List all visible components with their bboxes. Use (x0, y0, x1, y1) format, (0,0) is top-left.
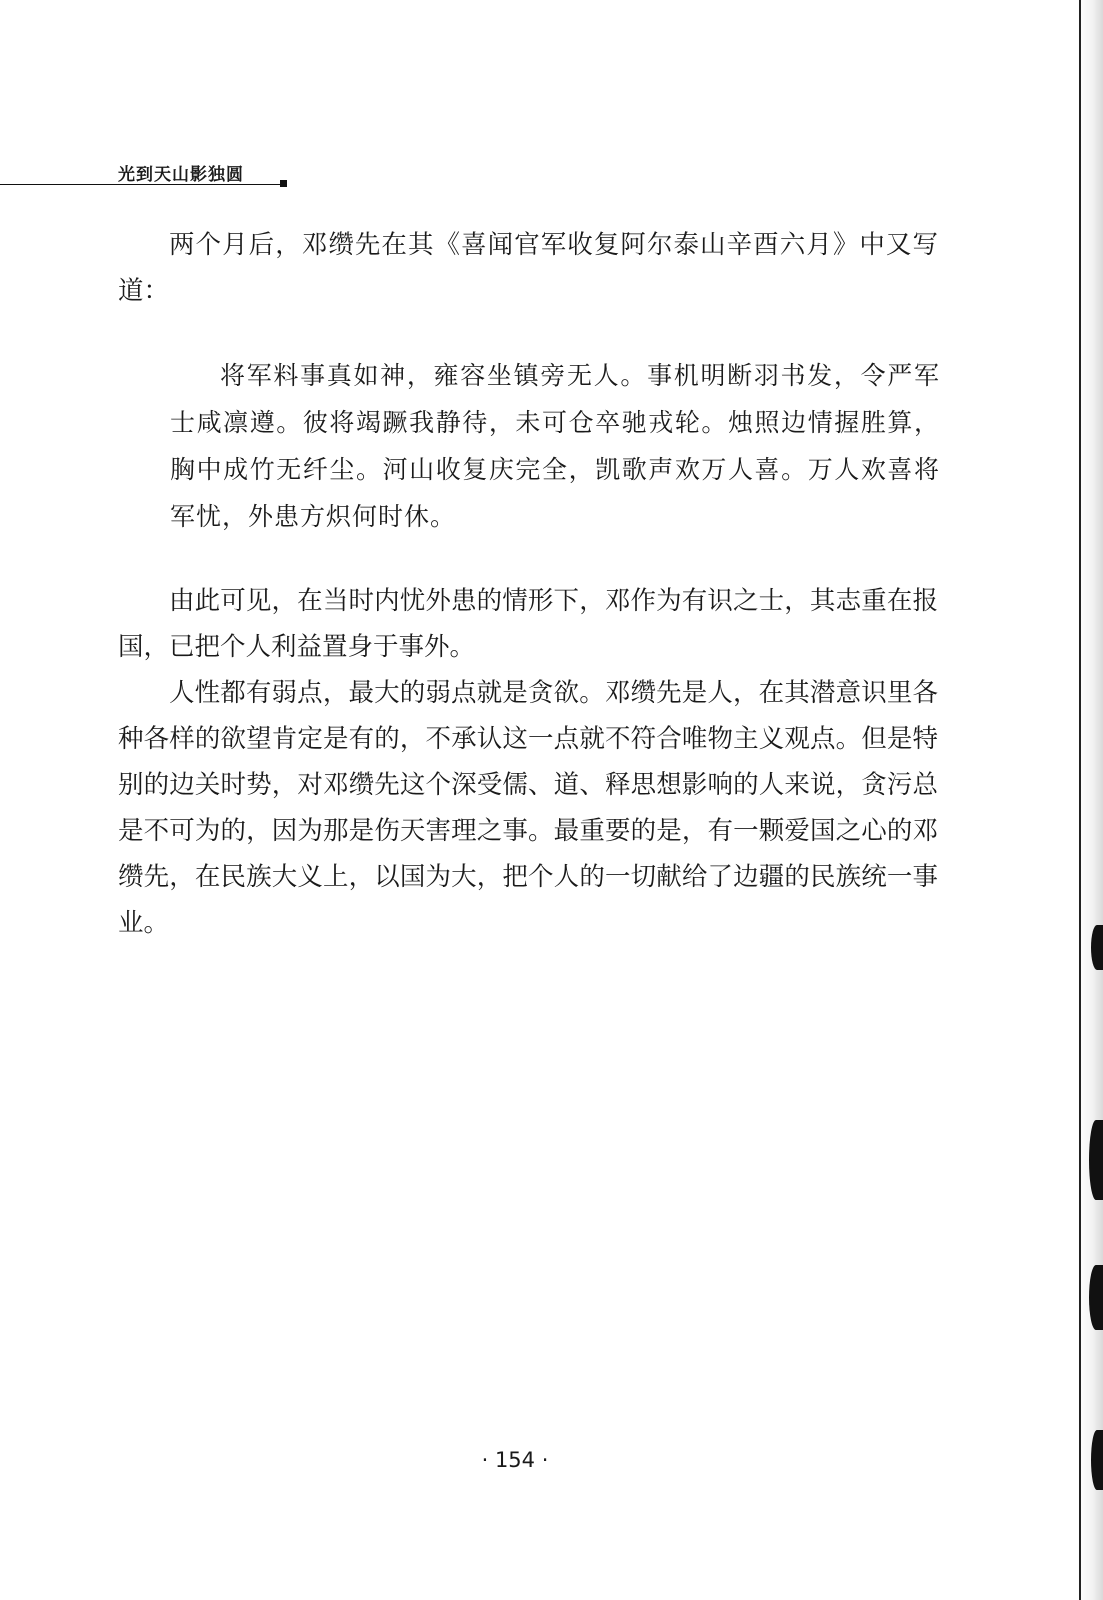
header-rule (0, 184, 282, 185)
paragraph-discussion: 人性都有弱点，最大的弱点就是贪欲。邓缵先是人，在其潜意识里各种各样的欲望肯定是有的，不承认这一点就不符合唯物主义观点。但是特别的边关时势，对邓缵先这个深受儒、道、释思想影响的人来说，贪污总是不可为的，因为那是伤天害理之事。最重要的是，有一颗爱国之心的邓缵先，在民族大义上，以国为大，把个人的一切献给了边疆的民族统一事业。 (118, 678, 938, 938)
scan-edge-blot (1091, 925, 1103, 970)
running-header (0, 160, 300, 190)
paragraph-conclusion: 由此可见，在当时内忧外患的情形下，邓作为有识之士，其志重在报国，已把个人利益置身于事外。 (118, 586, 938, 662)
book-title: 光到天山影独圆 (118, 165, 244, 185)
scan-edge-blot (1089, 1120, 1103, 1200)
paragraph-intro: 两个月后，邓缵先在其《喜闻官军收复阿尔泰山辛酉六月》中又写道： (118, 230, 938, 306)
scan-edge-blot (1091, 1430, 1103, 1490)
header-square-marker (280, 180, 287, 187)
poem-quote: 将军料事真如神，雍容坐镇旁无人。事机明断羽书发，令严军士咸凛遵。彼将竭蹶我静待，未可仓卒驰戎轮。烛照边情握胜算，胸中成竹无纤尘。河山收复庆完全，凯歌声欢万人喜。万人欢喜将军忧，外患方炽何时休。 (170, 361, 940, 531)
scan-edge-blot (1089, 1265, 1103, 1330)
page-number: · 154 · (481, 1448, 549, 1472)
scan-edge-line (1079, 0, 1081, 1600)
